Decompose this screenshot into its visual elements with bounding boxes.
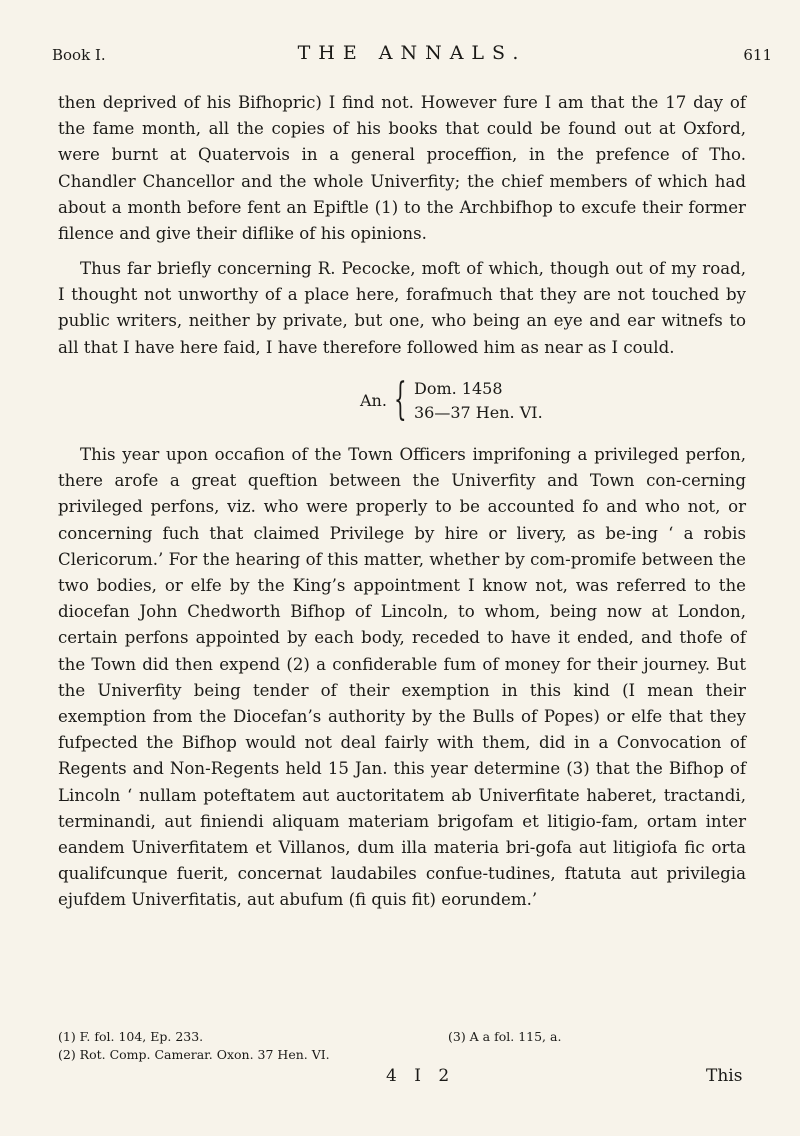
year-heading-regnal: 36—37 Hen. VI.	[414, 403, 543, 422]
header-title: THE ANNALS.	[297, 42, 527, 64]
paragraph-1	[58, 90, 746, 247]
signature-mark: 4 I 2	[386, 1066, 456, 1086]
year-heading-dom: Dom. 1458	[414, 379, 503, 398]
paragraph-text: Thus far briefly concerning R. Pecocke, moft of which, though out of my road, I thought not unworthy of a place here, forafmuch that they are not touched by public writers, neither by private, but one, who being an eye and ear witnefs to all that I have here faid, I have therefore followed him as near as I could.	[58, 259, 746, 357]
paragraph-text: then deprived of his Bifhopric) I find not. However fure I am that the 17 day of the fame month, all the copies of his books that could be found out at Oxford, were burnt at Quatervois in a general proceffion, in the prefence of Tho. Chandler Chancellor and the whole Univerfity; the chief members of which had about a month before fent an Epiftle (1) to the Archbifhop to excufe their former filence and give their diflike of his opinions.	[58, 93, 746, 244]
paragraph-3	[58, 442, 746, 914]
paragraph-2	[58, 256, 746, 361]
footnote-3: (3) A a fol. 115, a.	[448, 1029, 562, 1044]
running-header	[52, 40, 772, 70]
brace-icon: {	[394, 374, 407, 425]
year-heading	[360, 373, 610, 431]
year-heading-prefix: An.	[360, 391, 387, 410]
page-number: 611	[743, 46, 772, 64]
catchword: This	[706, 1066, 743, 1086]
header-book-label: Book I.	[52, 46, 106, 64]
paragraph-text: This year upon occafion of the Town Officers imprifoning a privileged perfon, there arofe a great queftion between the Univerfity and Town con-cerning privileged perfons, viz. who were properly to be accounted fo and who not, or concerning fuch that claimed Privilege by hire or livery, as be-ing ‘ a robis Clericorum.’ For the hearing of this matter, whether by com-promife between the two bodies, or elfe by the King’s appointment I know not, was referred to the diocefan John Chedworth Bifhop of Lincoln, to whom, being now at London, certain perfons appointed by each body, receded to have it ended, and thofe of the Town did then expend (2) a confiderable fum of money for their journey. But the Univerfity being tender of their exemption in this kind (I mean their exemption from the Diocefan’s authority by the Bulls of Popes) or elfe that they fufpected the Bifhop would not deal fairly with them, did in a Convocation of Regents and Non-Regents held 15 Jan. this year determine (3) that the Bifhop of Lincoln ‘ nullam poteftatem aut auctoritatem ab Univerfitate haberet, tractandi, terminandi, aut finiendi aliquam materiam brigofam et litigio-fam, ortam inter eandem Univerfitatem et Villanos, dum illa materia bri-gofa aut litigiofa fic orta qualifcunque fuerit, concernat laudabiles confue-tudines, ftatuta aut privilegia ejufdem Univerfitatis, aut abufum (fi quis fit) eorundem.’	[58, 445, 746, 910]
footnote-1: (1) F. fol. 104, Ep. 233.	[58, 1029, 204, 1044]
footnote-2: (2) Rot. Comp. Camerar. Oxon. 37 Hen. VI.	[58, 1047, 330, 1062]
